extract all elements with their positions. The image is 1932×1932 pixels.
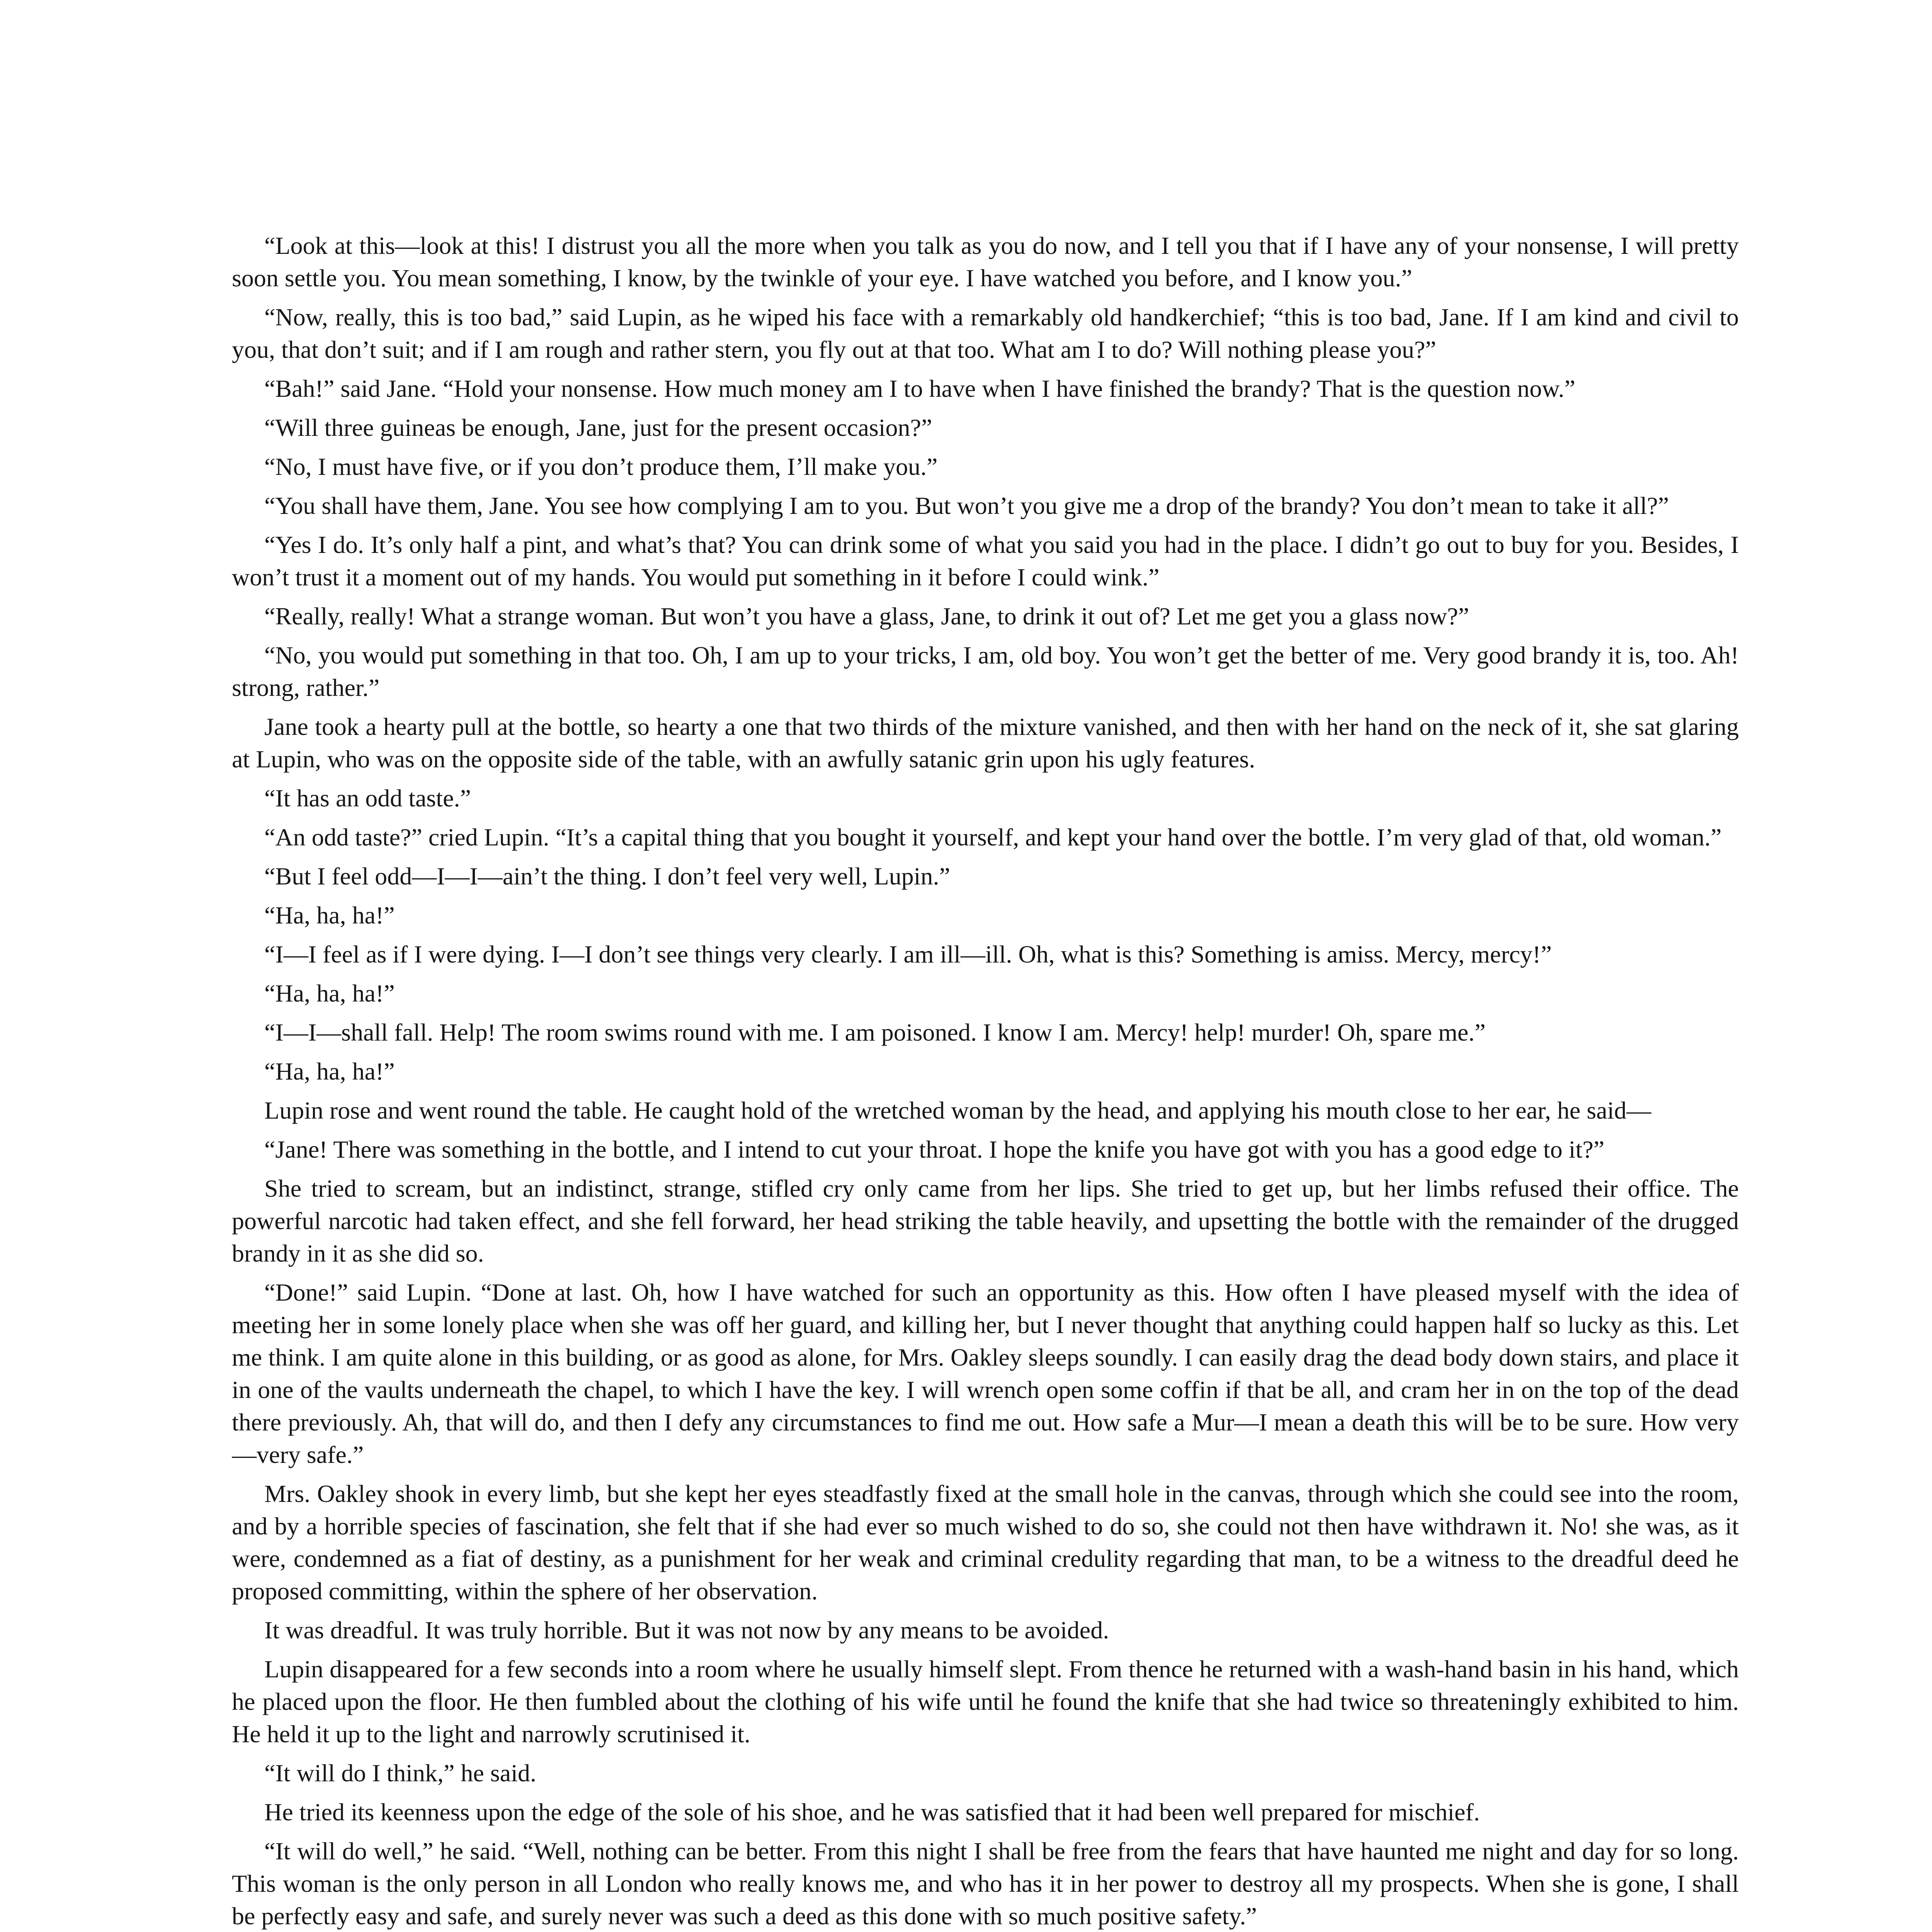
paragraph: “No, I must have five, or if you don’t produce them, I’ll make you.” <box>264 453 938 480</box>
paragraph: “It has an odd taste.” <box>264 784 471 812</box>
paragraph: “No, you would put something in that too. Oh, I am up to your tricks, I am, old boy. You won’t get the better of me. Very good brandy it is, too. Ah! strong, rather.” <box>232 641 1739 701</box>
paragraph: “Ha, ha, ha!” <box>264 901 395 929</box>
paragraph: “An odd taste?” cried Lupin. “It’s a capital thing that you bought it yourself, and kept your hand over the bottle. I’m very glad of that, old woman.” <box>264 823 1722 851</box>
paragraph: “Will three guineas be enough, Jane, just for the present occasion?” <box>264 414 932 441</box>
paragraph: Mrs. Oakley shook in every limb, but she kept her eyes steadfastly fixed at the small hole in the canvas, through which she could see into the room, and by a horrible species of fascination, she felt that if she had ever so much wished to do so, she could not then have withdrawn it. No! she was, as it were, condemned as a fiat of destiny, as a punishment for her weak and criminal credulity regarding that man, to be a witness to the dreadful deed he proposed committing, within the sphere of her observation. <box>232 1480 1739 1605</box>
paragraph: “I—I feel as if I were dying. I—I don’t see things very clearly. I am ill—ill. Oh, what is this? Something is amiss. Mercy, mercy!” <box>264 940 1552 968</box>
paragraph: “I—I—shall fall. Help! The room swims round with me. I am poisoned. I know I am. Mercy! help! murder! Oh, spare me.” <box>264 1019 1486 1046</box>
paragraph: Jane took a hearty pull at the bottle, so hearty a one that two thirds of the mixture vanished, and then with her hand on the neck of it, she sat glaring at Lupin, who was on the opposite side of the table, with an awfully satanic grin upon his ugly features. <box>232 713 1739 773</box>
paragraph: “Now, really, this is too bad,” said Lupin, as he wiped his face with a remarkably old handkerchief; “this is too bad, Jane. If I am kind and civil to you, that don’t suit; and if I am rough and rather stern, you fly out at that too. What am I to do? Will nothing please you?” <box>232 303 1739 363</box>
paragraph: “It will do well,” he said. “Well, nothing can be better. From this night I shall be free from the fears that have haunted me night and day for so long. This woman is the only person in all London who really knows me, and who has it in her power to destroy all my prospects. When she is gone, I shall be perfectly easy and safe, and surely never was such a deed as this done with so much positive safety.” <box>232 1837 1739 1930</box>
page-body <box>232 230 1739 1932</box>
paragraph: “Really, really! What a strange woman. But won’t you have a glass, Jane, to drink it out of? Let me get you a glass now?” <box>264 602 1469 630</box>
paragraph: “Done!” said Lupin. “Done at last. Oh, how I have watched for such an opportunity as this. How often I have pleased myself with the idea of meeting her in some lonely place when she was off her guard, and killing her, but I never thought that anything could happen half so lucky as this. Let me think. I am quite alone in this building, or as good as alone, for Mrs. Oakley sleeps soundly. I can easily drag the dead body down stairs, and place it in one of the vaults underneath the chapel, to which I have the key. I will wrench open some coffin if that be all, and cram her in on the top of the dead there previously. Ah, that will do, and then I defy any circumstances to find me out. How safe a Mur—I mean a death this will be to be sure. How very—very safe.” <box>232 1279 1739 1468</box>
paragraph: Lupin disappeared for a few seconds into a room where he usually himself slept. From thence he returned with a wash-hand basin in his hand, which he placed upon the floor. He then fumbled about the clothing of his wife until he found the knife that she had twice so threateningly exhibited to him. He held it up to the light and narrowly scrutinised it. <box>232 1655 1739 1748</box>
paragraph: “Ha, ha, ha!” <box>264 1058 395 1085</box>
paragraph: Lupin rose and went round the table. He caught hold of the wretched woman by the head, and applying his mouth close to her ear, he said— <box>264 1097 1651 1124</box>
paragraph: “Yes I do. It’s only half a pint, and what’s that? You can drink some of what you said you had in the place. I didn’t go out to buy for you. Besides, I won’t trust it a moment out of my hands. You would put something in it before I could wink.” <box>232 531 1739 591</box>
paragraph: “Bah!” said Jane. “Hold your nonsense. How much money am I to have when I have finished the brandy? That is the question now.” <box>264 375 1575 402</box>
paragraph: “Jane! There was something in the bottle, and I intend to cut your throat. I hope the knife you have got with you has a good edge to it?” <box>264 1136 1605 1163</box>
paragraph: “You shall have them, Jane. You see how complying I am to you. But won’t you give me a drop of the brandy? You don’t mean to take it all?” <box>264 492 1669 519</box>
paragraph: “Ha, ha, ha!” <box>264 980 395 1007</box>
paragraph: She tried to scream, but an indistinct, strange, stifled cry only came from her lips. She tried to get up, but her limbs refused their office. The powerful narcotic had taken effect, and she fell forward, her head striking the table heavily, and upsetting the bottle with the remainder of the drugged brandy in it as she did so. <box>232 1175 1739 1267</box>
paragraph: It was dreadful. It was truly horrible. But it was not now by any means to be avoided. <box>264 1616 1109 1644</box>
paragraph: “Look at this—look at this! I distrust you all the more when you talk as you do now, and I tell you that if I have any of your nonsense, I will pretty soon settle you. You mean something, I know, by the twinkle of your eye. I have watched you before, and I know you.” <box>232 232 1739 292</box>
paragraph: “It will do I think,” he said. <box>264 1759 536 1787</box>
paragraph: He tried its keenness upon the edge of the sole of his shoe, and he was satisfied that it had been well prepared for mischief. <box>264 1798 1480 1826</box>
paragraph: “But I feel odd—I—I—ain’t the thing. I don’t feel very well, Lupin.” <box>264 862 950 890</box>
